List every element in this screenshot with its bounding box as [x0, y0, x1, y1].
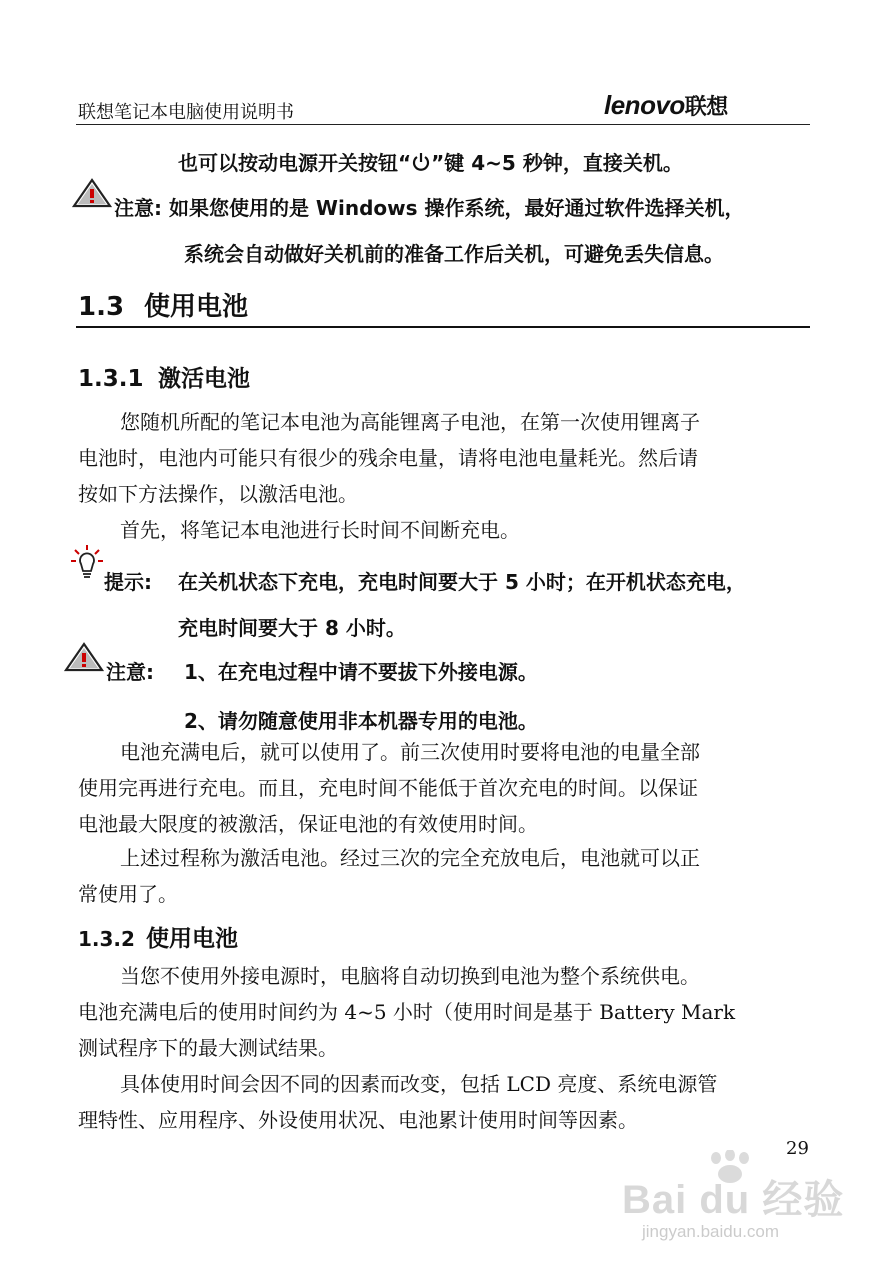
- power-icon: [411, 151, 431, 175]
- watermark-url: jingyan.baidu.com: [642, 1222, 780, 1241]
- tip-continued: 充电时间要大于 8 小时。: [178, 616, 406, 640]
- notice-1-continued: 系统会自动做好关机前的准备工作后关机，可避免丢失信息。: [184, 242, 724, 266]
- paragraph-first-charge: 首先，将笔记本电池进行长时间不间断充电。: [120, 518, 520, 542]
- paragraph-usage-factors: 具体使用时间会因不同的因素而改变，包括 LCD 亮度、系统电源管 理特性、应用程序、外设使用状况、电池累计使用时间等因素。: [78, 1072, 718, 1132]
- warning-icon: [72, 178, 112, 212]
- notice-2-item-1: 1、在充电过程中请不要拔下外接电源。: [184, 660, 538, 684]
- notice-1-label: 注意:: [114, 196, 162, 220]
- logo-text: lenovo: [604, 90, 685, 120]
- lenovo-logo: [604, 90, 728, 121]
- paragraph-after-charge: 电池充满电后，就可以使用了。前三次使用时要将电池的电量全部 使用完再进行充电。而且，充电时间不能低于首次充电的时间。以保证 电池最大限度的被激活，保证电池的有效使用时间。: [78, 740, 700, 836]
- paragraph-activate-intro: 您随机所配的笔记本电池为高能锂离子电池，在第一次使用锂离子 电池时，电池内可能只有很少的残余电量，请将电池电量耗光。然后请 按如下方法操作，以激活电池。: [78, 410, 700, 506]
- logo-cn: 联想: [684, 94, 728, 119]
- subsection-heading-activate: 1.3.1 激活电池: [78, 366, 250, 392]
- section-rule: [76, 326, 810, 328]
- running-header-title: 联想笔记本电脑使用说明书: [78, 102, 294, 123]
- notice-2-label: 注意:: [106, 660, 154, 684]
- notice-1: 注意: 如果您使用的是 Windows 操作系统，最好通过软件选择关机，: [114, 196, 745, 220]
- tip-label: 提示:: [104, 570, 152, 594]
- subsection-heading-use: 1.3.2 使用电池: [78, 926, 238, 952]
- warning-icon: [64, 642, 104, 676]
- lightbulb-tip-icon: [70, 544, 104, 586]
- paragraph-activation-summary: 上述过程称为激活电池。经过三次的完全充放电后，电池就可以正 常使用了。: [78, 846, 700, 906]
- notice-2-item-2: 2、请勿随意使用非本机器专用的电池。: [184, 709, 538, 733]
- header-rule: [76, 124, 810, 125]
- section-heading: 1.3 使用电池: [78, 292, 249, 322]
- paragraph-battery-usage: 当您不使用外接电源时，电脑将自动切换到电池为整个系统供电。 电池充满电后的使用时间约为 4~5 小时（使用时间是基于 Battery Mark 测试程序下的最大测试结果。: [78, 964, 736, 1060]
- power-off-instruction: 也可以按动电源开关按钮“ ”键 4~5 秒钟，直接关机。: [178, 151, 683, 175]
- page-number: 29: [786, 1138, 809, 1159]
- watermark-brand: Bai du 经验: [622, 1178, 845, 1222]
- tip-text: 在关机状态下充电，充电时间要大于 5 小时；在开机状态充电，: [178, 570, 746, 594]
